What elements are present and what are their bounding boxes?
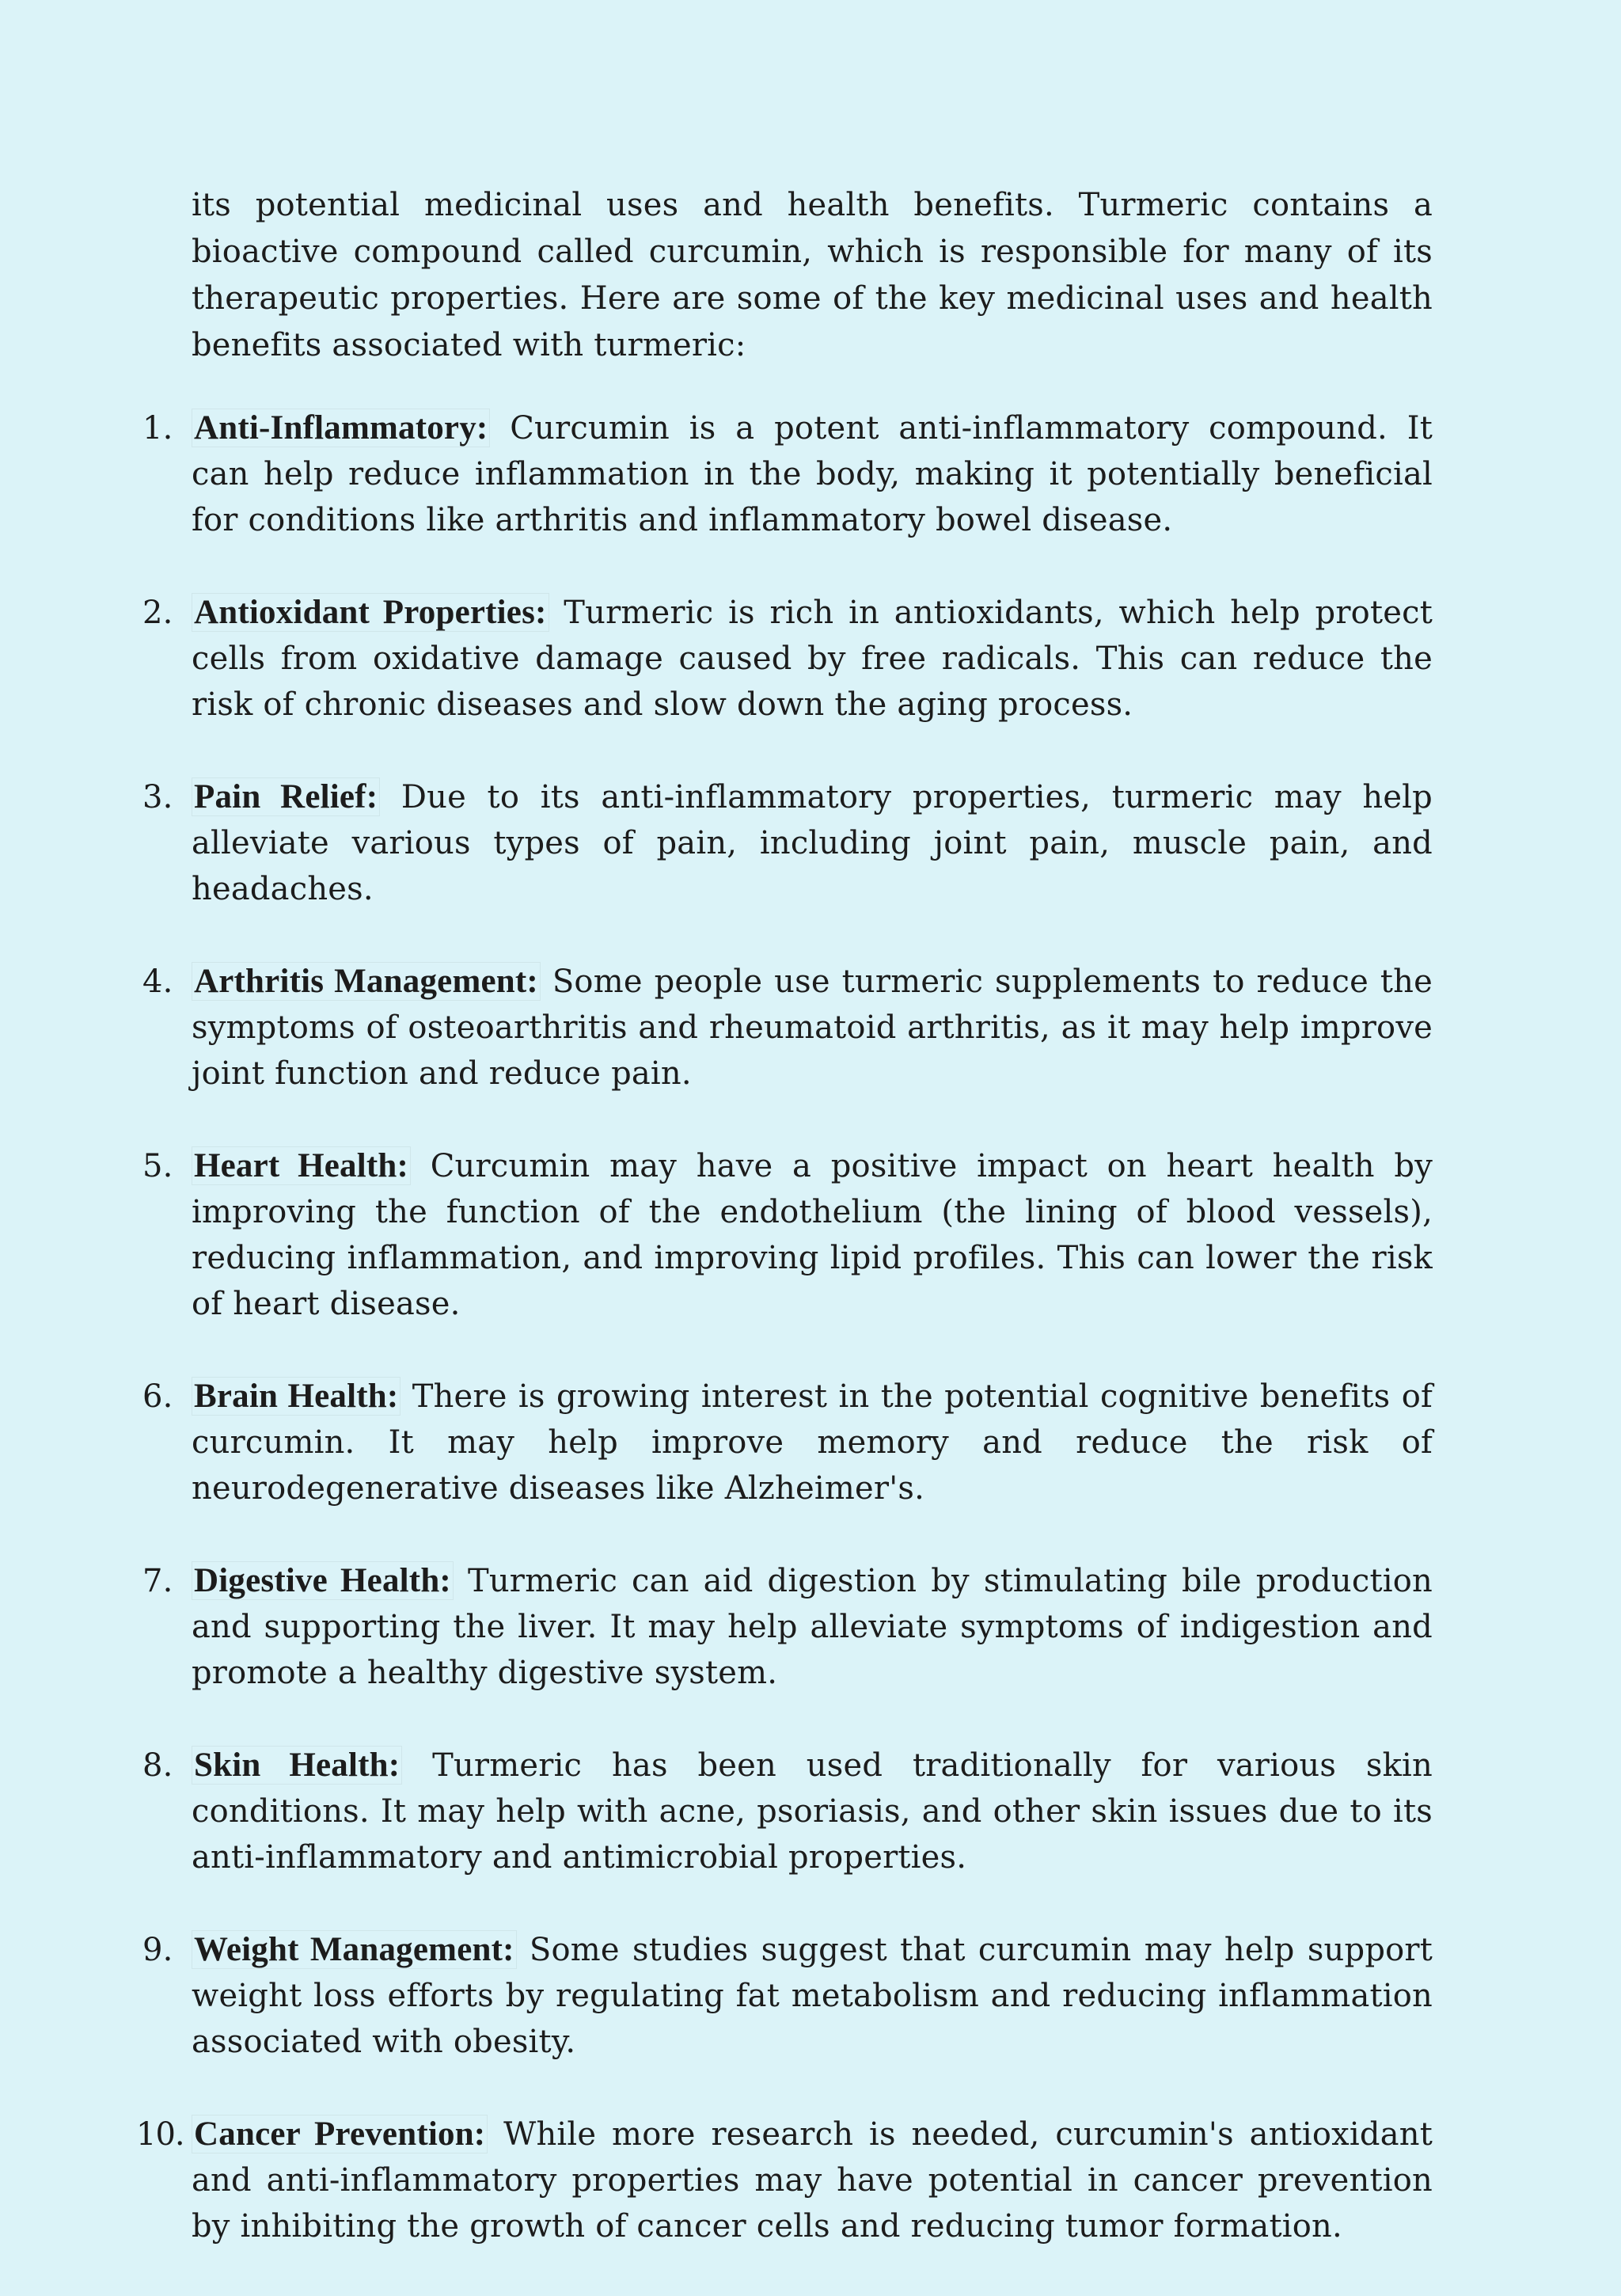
list-item	[139, 774, 1433, 912]
list-item	[139, 1927, 1433, 2065]
intro-paragraph: its potential medicinal uses and health benefits. Turmeric contains a bioactive compound called curcumin, which is responsible for many of its therapeutic properties. Here are some of the key medicinal uses and health benefits associated with turmeric:	[192, 187, 1433, 363]
list-item-text: Some people use turmeric supplements to reduce the symptoms of osteoarthritis and rheumatoid arthritis, as it may help improve joint function and reduce pain.	[192, 964, 1433, 1092]
list-item	[139, 1374, 1433, 1511]
list-item	[139, 1743, 1433, 1880]
list-item-number: 4.	[142, 964, 173, 1000]
list-item-heading: Weight Management:	[192, 1930, 517, 1969]
list-item	[139, 405, 1433, 543]
list-item-text: Curcumin is a potent anti-inflammatory compound. It can help reduce inflammation in the body, making it potentially beneficial for conditions like arthritis and inflammatory bowel disease.	[192, 410, 1433, 538]
list-item	[139, 959, 1433, 1097]
list-item-heading: Skin Health:	[192, 1746, 402, 1785]
list-item-number: 1.	[142, 410, 173, 447]
list-item-heading: Arthritis Management:	[192, 962, 541, 1001]
list-item-text: While more research is needed, curcumin's antioxidant and anti-inflammatory properties may have potential in cancer prevention by inhibiting the growth of cancer cells and reducing tumor formation.	[192, 2116, 1433, 2245]
list-item-text: Some studies suggest that curcumin may help support weight loss efforts by regulating fat metabolism and reducing inflammation associated with obesity.	[192, 1932, 1433, 2060]
list-item	[139, 1143, 1433, 1327]
list-item-heading: Antioxidant Properties:	[192, 593, 549, 632]
list-item-number: 8.	[142, 1747, 173, 1784]
list-item-text: Due to its anti-inflammatory properties, turmeric may help alleviate various types of pain, including joint pain, muscle pain, and headaches.	[192, 779, 1433, 907]
document-content	[136, 182, 1433, 2296]
list-item-number: 2.	[142, 595, 173, 631]
list-item-heading: Brain Health:	[192, 1377, 401, 1416]
list-item	[139, 1558, 1433, 1696]
list-item-number: 7.	[142, 1563, 173, 1599]
list-item-heading: Heart Health:	[192, 1146, 411, 1185]
list-item-text: Turmeric is rich in antioxidants, which help protect cells from oxidative damage caused by free radicals. This can reduce the risk of chronic diseases and slow down the aging process.	[192, 595, 1433, 723]
list-item-heading: Pain Relief:	[192, 777, 380, 816]
list-item	[136, 2112, 1433, 2249]
list-item-text: Turmeric can aid digestion by stimulating bile production and supporting the liver. It may help alleviate symptoms of indigestion and promote a healthy digestive system.	[192, 1563, 1433, 1691]
list-item-heading: Anti-Inflammatory:	[192, 409, 490, 447]
list-item-number: 3.	[142, 779, 173, 815]
list-item-number: 10.	[136, 2116, 184, 2153]
list-item-heading: Digestive Health:	[192, 1561, 454, 1600]
list-item-number: 6.	[142, 1378, 173, 1415]
list-item-number: 5.	[142, 1148, 173, 1184]
list-item-number: 9.	[142, 1932, 173, 1968]
list-item	[139, 590, 1433, 728]
benefits-list	[136, 405, 1433, 2249]
list-item-text: Turmeric has been used traditionally for various skin conditions. It may help with acne, psoriasis, and other skin issues due to its anti-inflammatory and antimicrobial properties.	[192, 1747, 1433, 1876]
list-item-text: Curcumin may have a positive impact on heart health by improving the function of the endothelium (the lining of blood vessels), reducing inflammation, and improving lipid profiles. This can lower the risk of heart disease.	[192, 1148, 1433, 1322]
list-item-text: There is growing interest in the potential cognitive benefits of curcumin. It may help improve memory and reduce the risk of neurodegenerative diseases like Alzheimer's.	[192, 1378, 1433, 1507]
list-item-heading: Cancer Prevention:	[192, 2115, 488, 2153]
